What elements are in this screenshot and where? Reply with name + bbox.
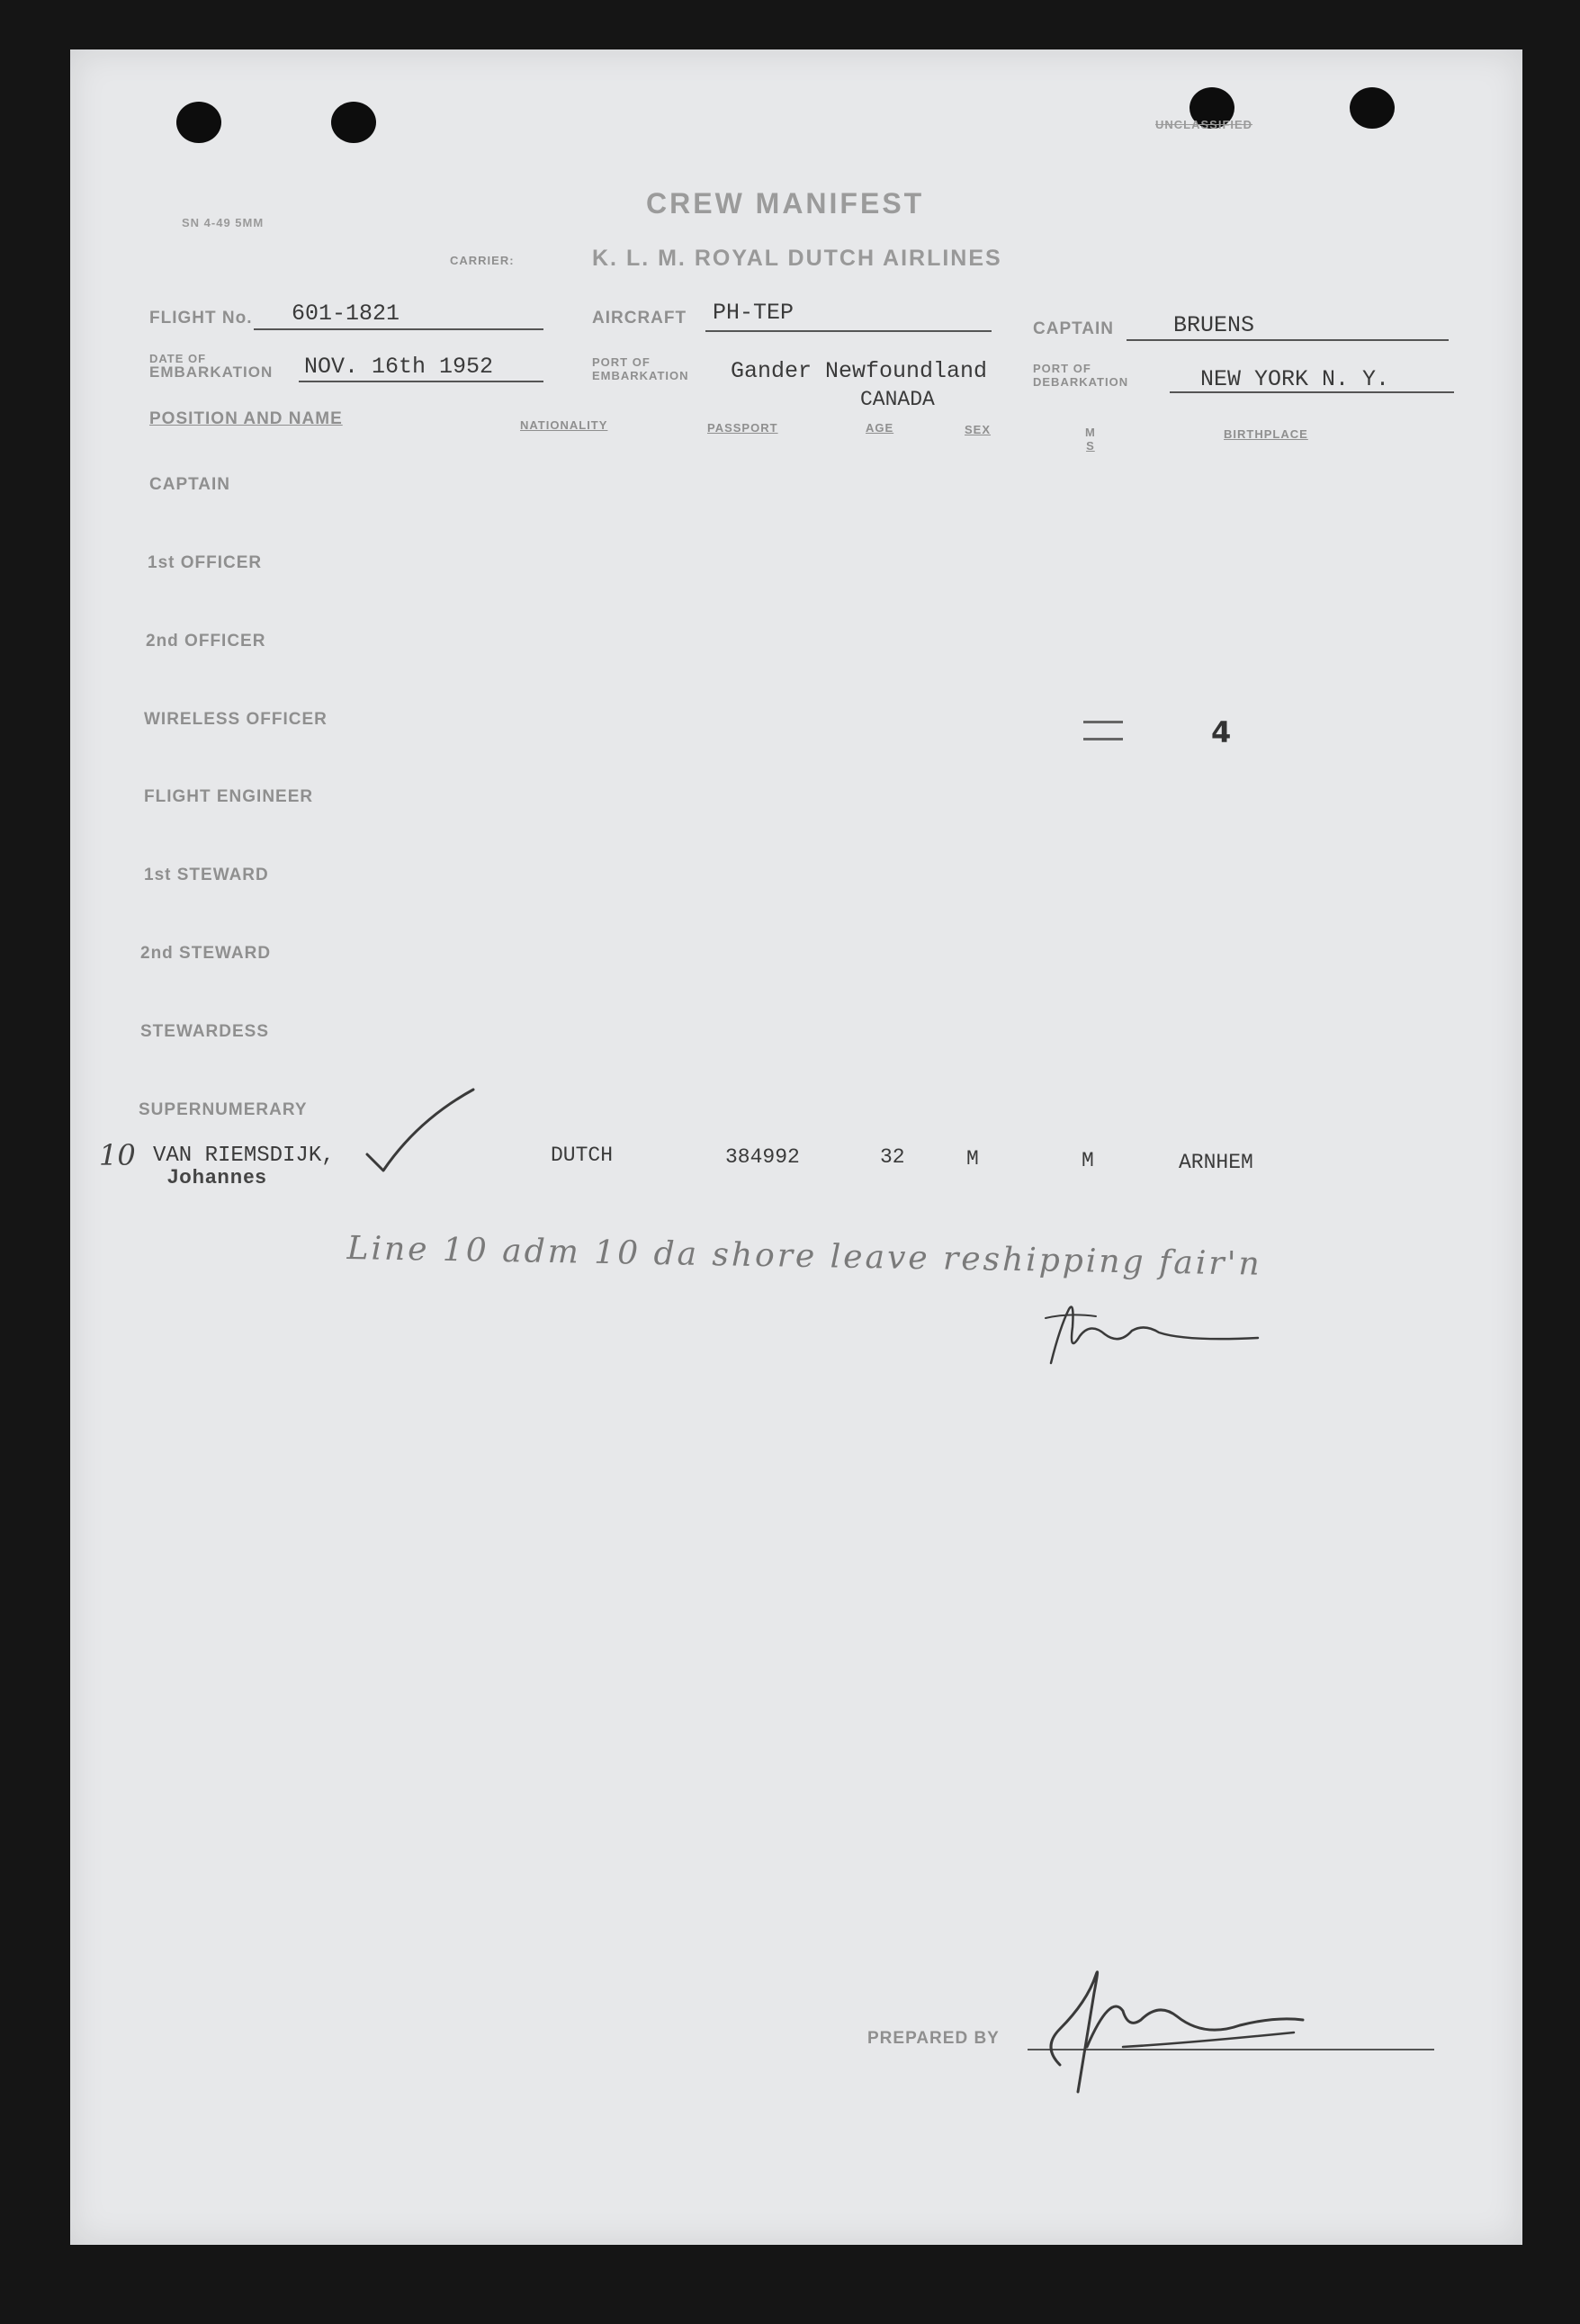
column-marital: M S <box>1085 426 1096 453</box>
manifest-page <box>70 49 1522 2245</box>
position-2nd-steward: 2nd STEWARD <box>140 944 272 963</box>
punch-hole <box>331 102 376 143</box>
position-1st-steward: 1st STEWARD <box>144 866 269 884</box>
port-embarkation-country: CANADA <box>860 388 935 411</box>
punch-hole <box>176 102 221 143</box>
flight-no-label: FLIGHT No. <box>149 309 253 328</box>
port-embarkation-label: PORT OF EMBARKATION <box>592 355 689 382</box>
wireless-mark: 4 <box>1211 715 1232 749</box>
entry-birthplace: ARNHEM <box>1179 1151 1253 1174</box>
handwritten-note: Line 10 adm 10 da shore leave reshipping fair'n <box>346 1230 1262 1283</box>
page-title: CREW MANIFEST <box>646 187 925 220</box>
column-birthplace: BIRTHPLACE <box>1224 427 1308 441</box>
captain-label: CAPTAIN <box>1033 319 1115 338</box>
column-sex: SEX <box>965 423 992 436</box>
classification-stamp: UNCLASSIFIED <box>1155 118 1253 131</box>
position-supernumerary: SUPERNUMERARY <box>139 1100 308 1119</box>
column-nationality: NATIONALITY <box>520 418 608 432</box>
port-debarkation-value: NEW YORK N. Y. <box>1200 366 1390 392</box>
flight-no-line <box>254 328 543 330</box>
position-1st-officer: 1st OFFICER <box>148 553 263 572</box>
position-captain: CAPTAIN <box>149 475 231 494</box>
port-debarkation-label: PORT OF DEBARKATION <box>1033 362 1129 389</box>
flight-no-value: 601-1821 <box>292 301 400 327</box>
entry-passport: 384992 <box>725 1145 800 1169</box>
aircraft-line <box>705 330 992 332</box>
entry-name-line1: VAN RIEMSDIJK, <box>153 1144 335 1168</box>
entry-name-line2: Johannes <box>167 1165 267 1188</box>
date-label: DATE OF EMBARKATION <box>149 352 274 381</box>
carrier-value: K. L. M. ROYAL DUTCH AIRLINES <box>592 246 1002 271</box>
initials-signature <box>1033 1291 1285 1372</box>
aircraft-label: AIRCRAFT <box>592 309 687 328</box>
column-position-name: POSITION AND NAME <box>149 409 343 428</box>
column-age: AGE <box>866 421 894 435</box>
strike-marks <box>1083 721 1123 740</box>
port-embarkation-value: Gander Newfoundland <box>731 358 988 384</box>
entry-marital: M <box>1082 1149 1094 1172</box>
date-value: NOV. 16th 1952 <box>304 354 494 380</box>
captain-line <box>1127 339 1449 341</box>
position-wireless-officer: WIRELESS OFFICER <box>144 710 328 729</box>
position-2nd-officer: 2nd OFFICER <box>146 632 266 651</box>
position-stewardess: STEWARDESS <box>140 1022 270 1041</box>
entry-sex: M <box>966 1147 979 1171</box>
preparer-signature <box>1024 1957 1312 2101</box>
prepared-by-label: PREPARED BY <box>867 2029 1000 2048</box>
punch-hole <box>1350 87 1395 129</box>
entry-line-number: 10 <box>99 1138 136 1172</box>
date-line <box>299 381 543 382</box>
entry-nationality: DUTCH <box>551 1144 614 1167</box>
carrier-label: CARRIER: <box>450 254 515 267</box>
form-code: SN 4-49 5MM <box>182 216 265 229</box>
port-debarkation-line <box>1170 391 1454 393</box>
aircraft-value: PH-TEP <box>713 300 794 326</box>
position-flight-engineer: FLIGHT ENGINEER <box>144 787 314 806</box>
column-passport: PASSPORT <box>707 421 778 435</box>
entry-age: 32 <box>880 1145 905 1169</box>
checkmark-icon <box>364 1084 480 1174</box>
captain-value: BRUENS <box>1173 312 1255 338</box>
